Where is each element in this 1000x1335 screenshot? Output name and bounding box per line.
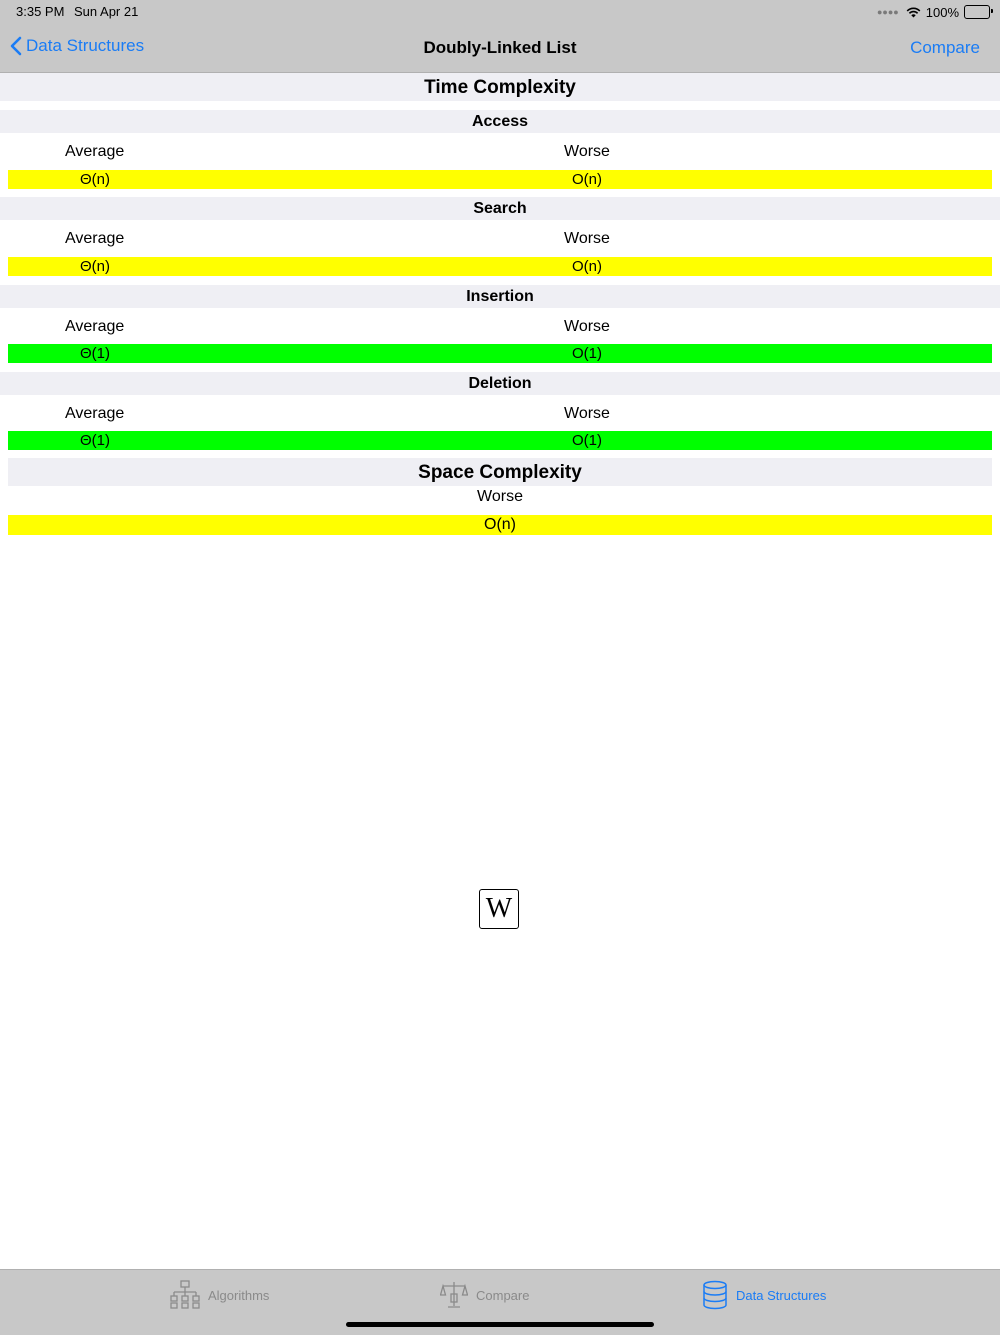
time-complexity-heading: Time Complexity: [0, 73, 1000, 101]
status-time: 3:35 PM: [16, 4, 65, 19]
space-worse-value: O(n): [484, 516, 516, 533]
average-label: Average: [65, 318, 125, 335]
page-title: Doubly-Linked List: [423, 38, 577, 57]
tab-compare[interactable]: [440, 1280, 529, 1310]
average-label: Average: [65, 230, 125, 247]
average-value: Θ(n): [80, 171, 110, 188]
average-label: Average: [65, 405, 125, 422]
operation-heading-access: Access: [0, 110, 1000, 133]
wifi-icon: [906, 7, 921, 18]
operation-heading-search: Search: [0, 197, 1000, 220]
value-bar-search: [8, 257, 992, 276]
space-value-bar: [8, 515, 992, 535]
database-icon: [702, 1280, 728, 1310]
value-bar-access: [8, 170, 992, 189]
tab-label: Data Structures: [736, 1287, 827, 1303]
status-date: Sun Apr 21: [74, 4, 139, 19]
average-label: Average: [65, 143, 125, 160]
tab-label: Algorithms: [208, 1287, 270, 1303]
operation-heading-deletion: Deletion: [0, 372, 1000, 395]
worse-label: Worse: [564, 143, 610, 160]
status-indicators: [877, 3, 990, 21]
wikipedia-icon[interactable]: W: [479, 889, 519, 929]
worse-value: O(n): [572, 258, 602, 275]
back-button-label: Data Structures: [26, 36, 145, 55]
average-value: Θ(1): [80, 432, 110, 449]
battery-icon: [964, 5, 990, 19]
worse-label: Worse: [564, 230, 610, 247]
compare-button[interactable]: Compare: [910, 38, 980, 57]
worse-value: O(n): [572, 171, 602, 188]
signal-icon: ●●●●: [877, 7, 899, 17]
operation-heading-insertion: Insertion: [0, 285, 1000, 308]
hierarchy-icon: [170, 1280, 200, 1310]
space-complexity-heading: Space Complexity: [8, 458, 992, 486]
scale-icon: [440, 1280, 468, 1310]
space-worse-label: Worse: [477, 488, 523, 505]
value-bar-deletion: [8, 431, 992, 450]
value-bar-insertion: [8, 344, 992, 363]
average-value: Θ(n): [80, 258, 110, 275]
home-indicator: [346, 1322, 654, 1327]
battery-percent: 100%: [925, 4, 959, 20]
tab-label: Compare: [476, 1287, 530, 1303]
tab-algorithms[interactable]: [170, 1280, 269, 1310]
navigation-bar: [0, 0, 1000, 73]
worse-label: Worse: [564, 405, 610, 422]
worse-label: Worse: [564, 318, 610, 335]
tab-data-structures[interactable]: [702, 1280, 826, 1310]
average-value: Θ(1): [80, 345, 110, 362]
worse-value: O(1): [572, 345, 602, 362]
worse-value: O(1): [572, 432, 602, 449]
